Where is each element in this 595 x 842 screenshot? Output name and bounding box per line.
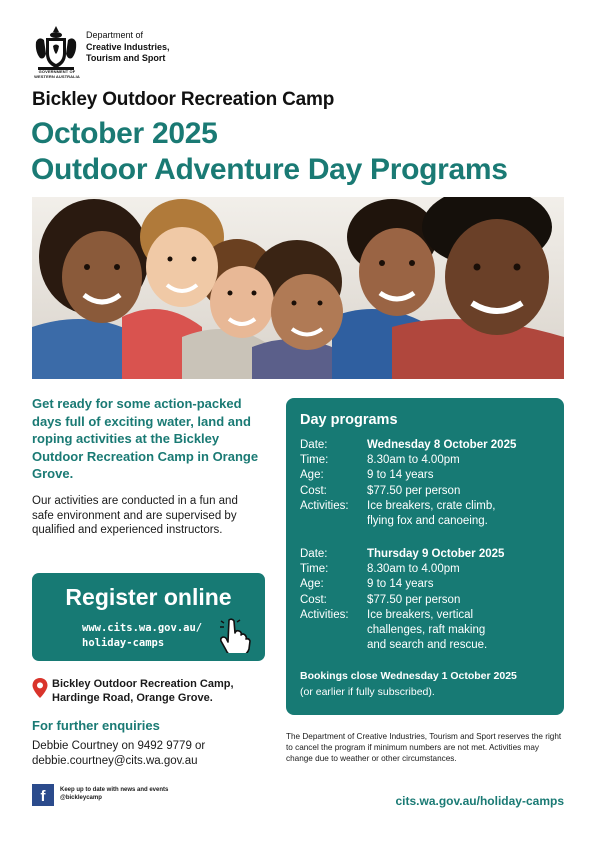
- enquiries-phone: Debbie Courtney on 9492 9779 or: [32, 740, 206, 752]
- location-pin-icon: [32, 678, 48, 703]
- cost-label: Cost:: [300, 484, 327, 497]
- register-url-line1: www.cits.wa.gov.au/: [82, 622, 203, 634]
- social-text: [60, 786, 168, 802]
- activities-line: challenges, raft making: [367, 624, 486, 637]
- bookings-note: (or earlier if fully subscribed).: [300, 686, 435, 698]
- department-name: [86, 30, 170, 65]
- program-age: 9 to 14 years: [367, 578, 434, 591]
- register-url-line2: holiday-camps: [82, 637, 165, 649]
- program-2: [300, 547, 552, 653]
- page-title-month: October 2025: [31, 117, 218, 150]
- activities-line: flying fox and canoeing.: [367, 515, 488, 528]
- camp-address: [52, 677, 234, 705]
- department-line1: Department of: [86, 30, 144, 40]
- page-title-programs: Outdoor Adventure Day Programs: [31, 153, 508, 186]
- date-label: Date:: [300, 439, 328, 451]
- crest-caption-line2: WESTERN AUSTRALIA: [34, 74, 80, 79]
- activities-label: Activities:: [300, 499, 349, 512]
- program-time: 8.30am to 4.00pm: [367, 563, 460, 576]
- program-date: Wednesday 8 October 2025: [367, 439, 517, 451]
- crest-caption-line1: GOVERNMENT OF: [38, 69, 76, 74]
- crest-caption: [30, 69, 84, 79]
- age-label: Age:: [300, 469, 324, 482]
- date-label: Date:: [300, 548, 328, 560]
- time-label: Time:: [300, 454, 329, 467]
- activities-line: Ice breakers, crate climb,: [367, 499, 496, 512]
- department-line3: Tourism and Sport: [86, 53, 166, 63]
- social-line1: Keep up to date with news and events: [60, 787, 169, 793]
- camp-name-heading: Bickley Outdoor Recreation Camp: [32, 89, 335, 110]
- social-handle[interactable]: @bickleycamp: [60, 795, 102, 801]
- register-online-box[interactable]: [32, 573, 265, 661]
- activities-line: and search and rescue.: [367, 639, 488, 652]
- program-cost: $77.50 per person: [367, 484, 461, 497]
- facebook-icon[interactable]: f: [32, 784, 54, 806]
- enquiries-contact: [32, 739, 205, 769]
- bookings-close-notice: [300, 668, 517, 700]
- wa-government-crest-icon: [32, 24, 80, 72]
- time-label: Time:: [300, 563, 329, 576]
- intro-body-text: Our activities are conducted in a fun and safe environment and are supervised by qualified and experienced instructors.: [32, 495, 238, 536]
- intro-lead-text: Get ready for some action-packed days full of exciting water, land and roping activities at the Bickley Outdoor Recreation Camp in Orange Grove.: [32, 396, 259, 481]
- day-programs-panel: [286, 398, 564, 715]
- disclaimer-text: The Department of Creative Industries, Tourism and Sport reserves the right to cancel the program if minimum numbers are not met. Activities may change due to weather or other circumstances.: [286, 732, 562, 763]
- program-cost: $77.50 per person: [367, 593, 461, 606]
- activities-line: Ice breakers, vertical: [367, 608, 474, 621]
- activities-label: Activities:: [300, 608, 349, 621]
- program-activities: [367, 499, 552, 529]
- program-date: Thursday 9 October 2025: [367, 548, 505, 560]
- department-line2: Creative Industries,: [86, 41, 170, 52]
- day-programs-title: Day programs: [300, 412, 398, 428]
- program-1: [300, 438, 552, 529]
- children-group-photo: [32, 197, 564, 379]
- program-activities: [367, 608, 552, 654]
- enquiries-heading: For further enquiries: [32, 718, 160, 733]
- cost-label: Cost:: [300, 593, 327, 606]
- program-time: 8.30am to 4.00pm: [367, 454, 460, 467]
- program-age: 9 to 14 years: [367, 469, 434, 482]
- address-line1: Bickley Outdoor Recreation Camp,: [52, 678, 234, 690]
- register-title: Register online: [65, 584, 232, 610]
- pointer-hand-icon: [220, 617, 254, 658]
- address-line2: Hardinge Road, Orange Grove.: [52, 692, 213, 704]
- age-label: Age:: [300, 578, 324, 591]
- footer-url-link[interactable]: cits.wa.gov.au/holiday-camps: [395, 794, 564, 808]
- enquiries-email[interactable]: debbie.courtney@cits.wa.gov.au: [32, 755, 198, 767]
- register-url[interactable]: [82, 621, 202, 651]
- bookings-close-date: Bookings close Wednesday 1 October 2025: [300, 670, 517, 682]
